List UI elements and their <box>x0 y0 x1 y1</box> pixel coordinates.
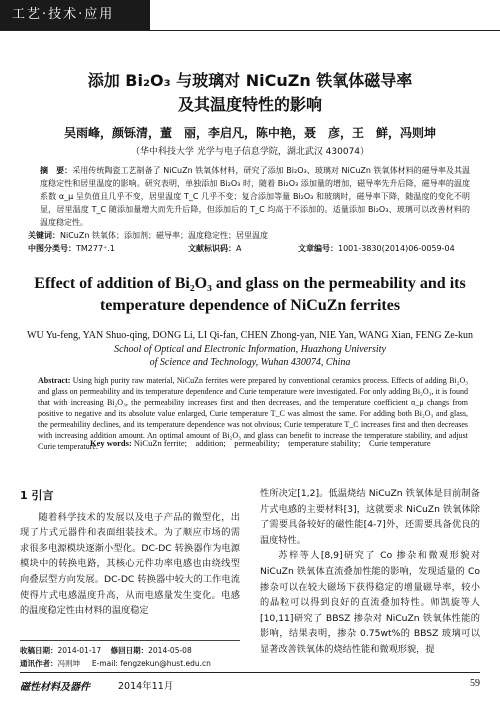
footnote-rule <box>20 640 240 641</box>
article-no-label: 文章编号： <box>298 244 338 253</box>
email-address: fengzekun@hust.edu.cn <box>120 659 211 668</box>
en-abstract-text: Using high purity raw material, NiCuZn ferrites were prepared by conventional ceramics process. Effects of adding Bi₂O₃ and glass on permeability and its temperature dependence and Curie temperature were investigated. For only adding Bi₂O₃, it is found that with increasing Bi₂O₃, the permeability increases first and then decreases, and the temperature coefficient α_μ changs from positive to negative and its absolute value enlarged, Curie temperature T_C was almost the same. For adding both Bi₂O₃ and glass, the permeability declines, and its temperature dependence was not obvious; Curie temperature T_C increases first and then decreases with increasing addition amount. An optimal amount of Bi₂O₃ and glass can benefit to increase the temperature stability, and adjust Curie temperature. <box>38 376 469 451</box>
en-title-line1: Effect of addition of Bi₂O₃ and glass on the permeability and its <box>34 275 466 292</box>
zh-keywords <box>28 230 473 241</box>
revised-label: 修回日期： <box>110 646 149 655</box>
body-left-column <box>20 488 240 619</box>
zh-title-line1: 添加 Bi₂O₃ 与玻璃对 NiCuZn 铁氧体磁导率 <box>87 71 413 90</box>
intro-paragraph-right-1: 性所决定[1,2]。低温烧结 NiCuZn 铁氧体是目前制备片式电感的主要材料[3]，这就要求 NiCuZn 铁氧体除了需要具备较好的磁性能[4-7]外，还需要具备优良的温度特性。 <box>260 488 480 546</box>
received-date: 2014-01-17 <box>57 646 102 655</box>
zh-abstract-text: 采用传统陶瓷工艺制备了 NiCuZn 铁氧体材料，研究了添加 Bi₂O₃、玻璃对 NiCuZn 铁氧体材料的磁导率及其温度稳定性和居里温度的影响。研究表明，单独添加 Bi₂O₃ 时，随着 Bi₂O₃ 添加量的增加，磁导率先升后降，磁导率的温度系数 α_μ 呈负值且几乎不变，居里温度 T_C 几乎不变；复合添加等量 Bi₂O₃ 和玻璃时，磁导率下降，随温度的变化不明显，居里温度 T_C 随添加量增大而先升后降，但添加后的 T_C 均高于不添加的。适量添加 Bi₂O₃、玻璃可以改善材料的温度稳定性。 <box>40 166 471 227</box>
en-affiliation-line1: School of Optical and Electronic Information, Huazhong University <box>114 344 386 355</box>
header-rule <box>0 30 500 31</box>
zh-abstract-label: 摘 要： <box>40 166 73 175</box>
zh-keywords-label: 关键词： <box>28 231 60 240</box>
body-right-column <box>260 486 480 658</box>
en-keywords-text: NiCuZn ferrite; addition; permeability; temperature stability; Curie temperature <box>133 438 431 448</box>
zh-title-line2: 及其温度特性的影响 <box>177 95 322 114</box>
page-number: 59 <box>470 678 480 689</box>
en-affiliation-line2: of Science and Technology, Wuhan 430074, China <box>149 357 351 368</box>
zh-affiliation: （华中科技大学 光学与电子信息学院，湖北武汉 430074） <box>130 147 370 157</box>
en-authors: WU Yu-feng, YAN Shuo-qing, DONG Li, LI Qi-fan, CHEN Zhong-yan, NIE Yan, WANG Xian, FENG Ze-kun <box>27 330 473 341</box>
section-heading: 1 引言 <box>20 489 54 502</box>
clc-label: 中图分类号： <box>28 244 76 253</box>
clc-value: TM277⁺.1 <box>76 244 115 253</box>
footnote-dates <box>20 645 245 656</box>
zh-keywords-text: NiCuZn 铁氧体；添加剂；磁导率；温度稳定性；居里温度 <box>60 231 268 240</box>
doc-code-value: A <box>236 244 242 253</box>
zh-abstract <box>40 164 470 229</box>
en-keywords-label: Key words: <box>90 438 132 448</box>
doc-code-label: 文献标识码： <box>188 244 236 253</box>
intro-paragraph-right-2: 苏梓等人[8,9]研究了 Co 掺杂和微观形貌对 NiCuZn 铁氧体直流叠加性能的影响，发现适量的 Co 掺杂可以在较大磁场下获得稳定的增量磁导率，较小的晶粒可以得到良好的直流叠加特性。师凯旋等人[10,11]研究了 BBSZ 掺杂对 NiCuZn 铁氧体性能的影响，结果表明，掺杂 0.75wt%的 BBSZ 玻璃可以显著改善铁氧体的烧结性能和微观形貌，提 <box>260 550 480 655</box>
clc-field <box>28 243 115 254</box>
article-no-field <box>298 243 455 254</box>
zh-authors: 吴雨峰，颜铄清，董 丽，李启凡，陈中艳，聂 彦，王 鲜，冯则坤 <box>63 126 436 140</box>
corresponding-author: 冯则坤 <box>57 659 80 668</box>
intro-paragraph-left: 随着科学技术的发展以及电子产品的微型化，出现了片式元器件和表面组装技术。为了顺应市场的需求很多电源模块逐渐小型化。DC-DC 转换器作为电源模块中的转换电路，其核心元件功率电感也由绕线型向叠层型方向发展。DC-DC 转换器中较大的工作电流使得片式电感温度升高，从而电感量发生变化。电感的温度稳定性由材料的温度稳定 <box>20 511 240 617</box>
article-no-value: 1001-3830(2014)06-0059-04 <box>338 244 455 253</box>
email-label: E-mail: <box>91 659 118 668</box>
en-keywords <box>90 437 480 449</box>
en-abstract-label: Abstract: <box>38 376 71 385</box>
revised-date: 2014-05-08 <box>148 646 192 655</box>
issue-date: 2014年11月 <box>118 681 174 692</box>
section-tag: 工艺·技术·应用 <box>0 0 150 30</box>
footer-rule <box>20 672 480 673</box>
received-label: 收稿日期： <box>20 646 58 655</box>
footnote-contact <box>20 658 245 669</box>
doc-code-field <box>188 243 241 254</box>
corresponding-author-label: 通讯作者： <box>20 659 58 668</box>
journal-name: 磁性材料及器件 <box>20 682 90 693</box>
en-title-line2: temperature dependence of NiCuZn ferrites <box>99 297 401 314</box>
